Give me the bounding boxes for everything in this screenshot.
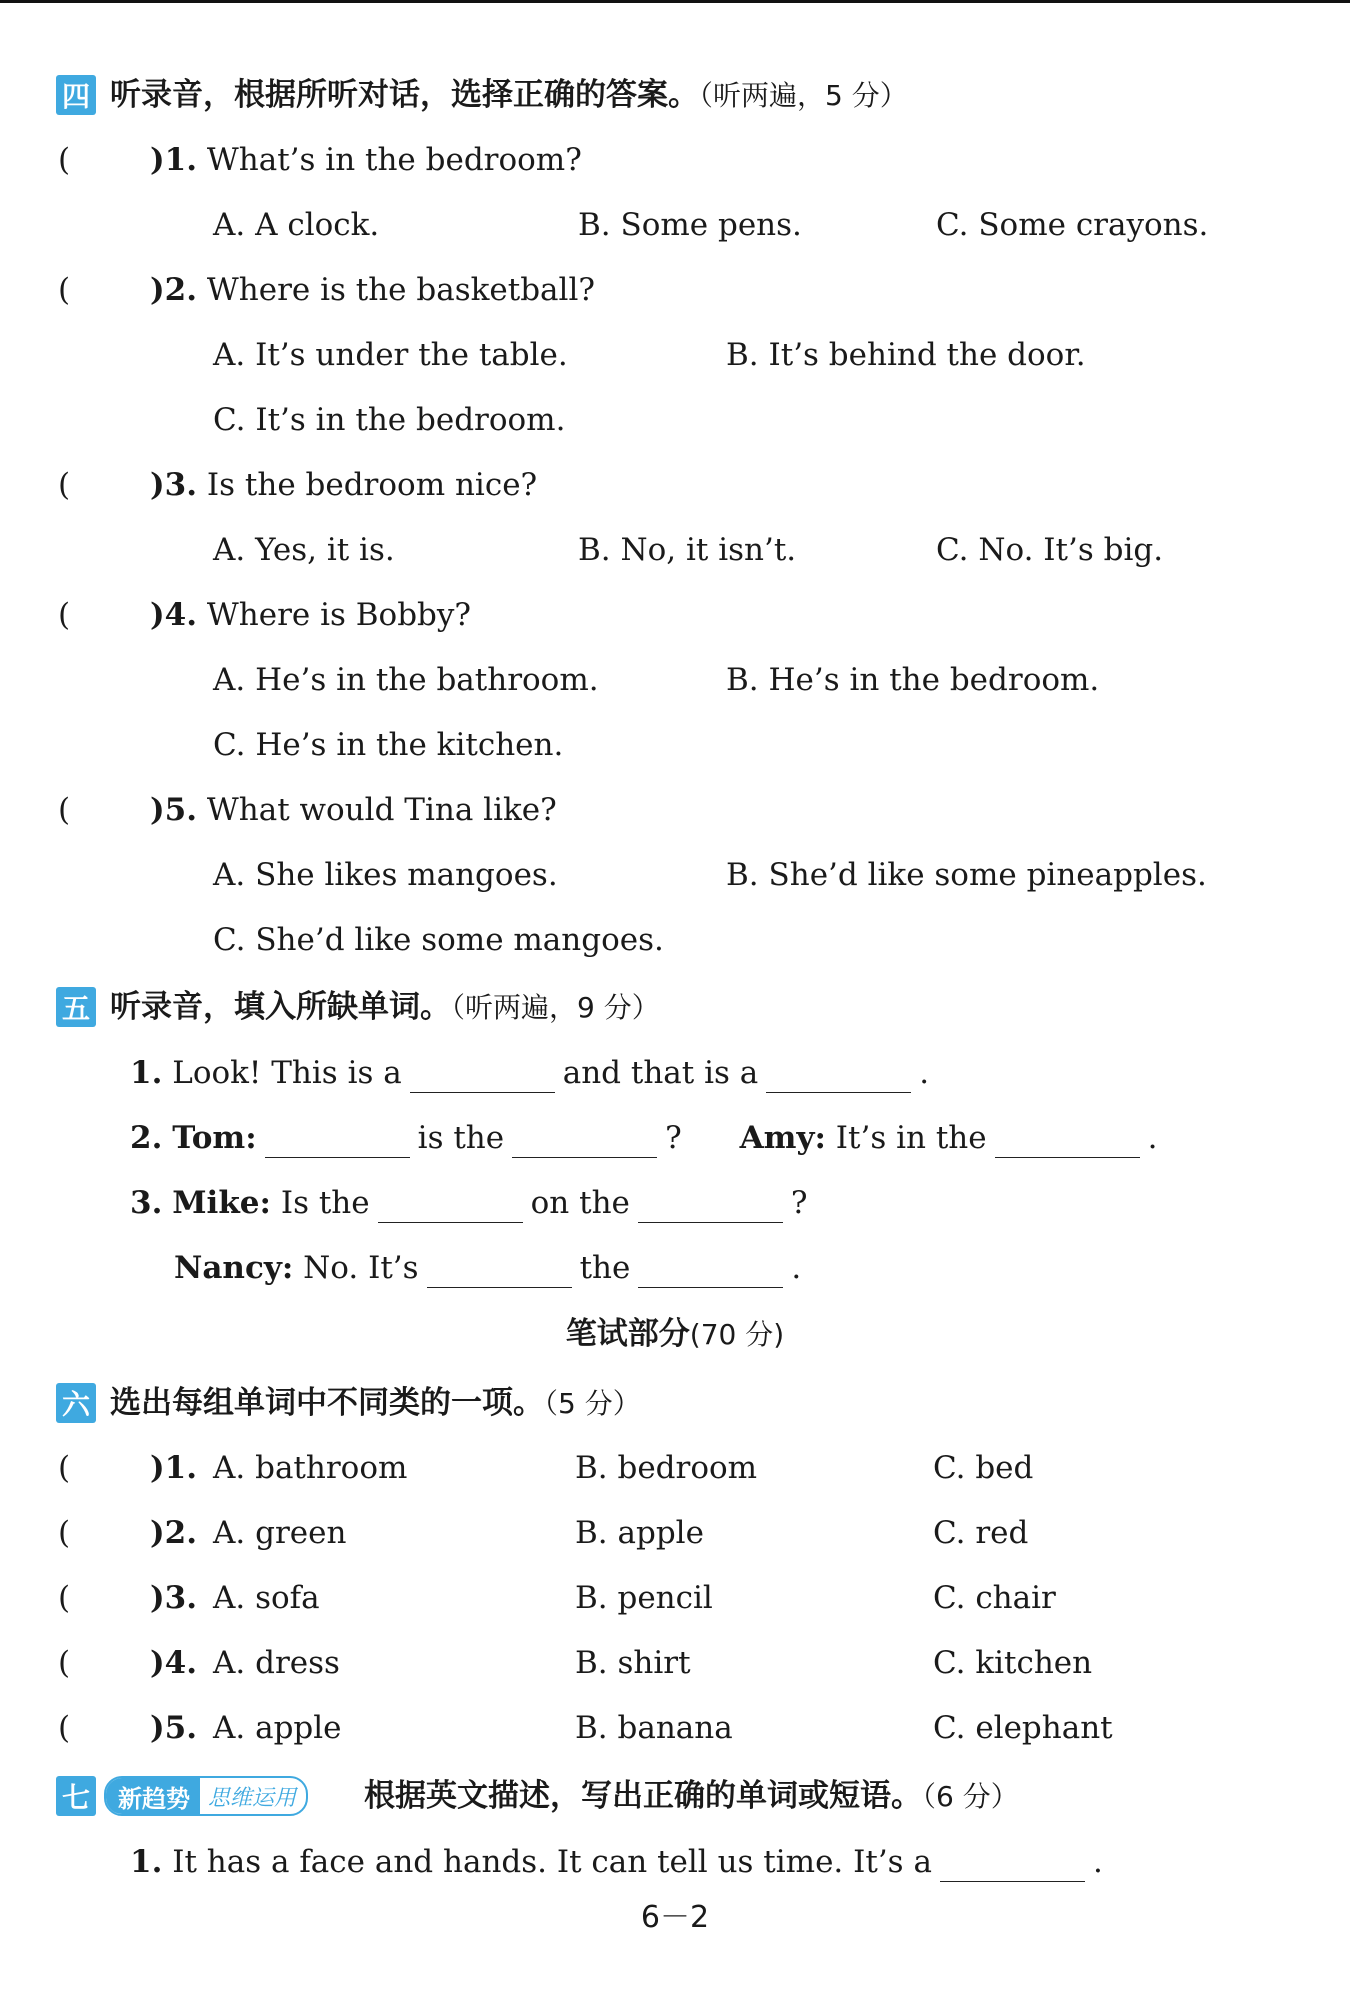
question-number: )5. [150, 792, 198, 828]
option-a: A. Yes, it is. [213, 532, 395, 568]
answer-blank[interactable] [638, 1190, 783, 1223]
section-5-header [110, 987, 660, 1028]
option-c: C. He’s in the kitchen. [213, 727, 564, 763]
fill-line-4 [174, 1248, 801, 1288]
option-c: C. chair [933, 1580, 1056, 1616]
option-b: B. She’d like some pineapples. [726, 857, 1207, 893]
section-4-note: （听两遍，5 分） [699, 79, 908, 112]
item-number: 3. [130, 1185, 163, 1221]
option-b: B. He’s in the bedroom. [726, 662, 1100, 698]
option-a: A. She likes mangoes. [213, 857, 558, 893]
option-a: A. sofa [213, 1580, 320, 1616]
question-5 [150, 790, 557, 830]
question-text: Where is Bobby? [206, 597, 472, 633]
option-b: B. apple [575, 1515, 704, 1551]
speaker: Mike: [172, 1185, 271, 1221]
option-b: B. It’s behind the door. [726, 337, 1086, 373]
text: It has a face and hands. It can tell us time. It’s a [172, 1844, 932, 1880]
written-part-heading [0, 1314, 1350, 1355]
option-b: B. Some pens. [578, 207, 802, 243]
option-c: C. kitchen [933, 1645, 1093, 1681]
text: is the [417, 1120, 505, 1156]
word-row-3 [150, 1578, 197, 1618]
option-c: C. Some crayons. [936, 207, 1209, 243]
answer-paren[interactable]: ( [58, 1645, 71, 1681]
question-number: )1. [150, 142, 198, 178]
option-a: A. dress [213, 1645, 340, 1681]
speaker: Tom: [172, 1120, 257, 1156]
answer-blank[interactable] [427, 1255, 572, 1288]
text: No. It’s [303, 1250, 419, 1286]
section-6-header [110, 1383, 641, 1424]
section-5-note: （听两遍，9 分） [451, 991, 660, 1024]
text: Is the [280, 1185, 370, 1221]
item-number: 1. [130, 1055, 163, 1091]
answer-blank[interactable] [995, 1125, 1140, 1158]
trend-badge [104, 1776, 308, 1816]
option-c: C. elephant [933, 1710, 1113, 1746]
question-number: )4. [150, 1645, 198, 1681]
word-row-4 [150, 1643, 197, 1683]
option-a: A. green [213, 1515, 347, 1551]
answer-paren[interactable]: ( [58, 142, 71, 178]
text: ? [665, 1120, 682, 1156]
section-5-icon: 五 [56, 987, 96, 1027]
question-3 [150, 465, 537, 505]
option-b: B. pencil [575, 1580, 713, 1616]
written-part-score: (70 分) [689, 1318, 785, 1351]
question-number: )3. [150, 467, 198, 503]
option-b: B. shirt [575, 1645, 691, 1681]
item-number: 2. [130, 1120, 163, 1156]
answer-blank[interactable] [265, 1125, 410, 1158]
answer-blank[interactable] [766, 1060, 911, 1093]
question-number: )2. [150, 1515, 198, 1551]
option-c: C. She’d like some mangoes. [213, 922, 664, 958]
section-5-title: 听录音，填入所缺单词。 [110, 989, 451, 1025]
answer-paren[interactable]: ( [58, 792, 71, 828]
text: Look! This is a [172, 1055, 402, 1091]
answer-paren[interactable]: ( [58, 1515, 71, 1551]
answer-blank[interactable] [378, 1190, 523, 1223]
option-b: B. banana [575, 1710, 733, 1746]
trend-badge-label: 新趋势 [106, 1778, 200, 1814]
answer-paren[interactable]: ( [58, 272, 71, 308]
option-c: C. It’s in the bedroom. [213, 402, 566, 438]
section-4-icon: 四 [56, 75, 96, 115]
section-6-icon: 六 [56, 1383, 96, 1423]
question-text: What’s in the bedroom? [206, 142, 582, 178]
fill-line-1 [130, 1053, 929, 1093]
fill-line-2 [130, 1118, 1157, 1158]
option-a: A. bathroom [213, 1450, 408, 1486]
written-part-title: 笔试部分 [565, 1316, 690, 1352]
word-row-5 [150, 1708, 197, 1748]
question-number: )3. [150, 1580, 198, 1616]
option-a: A. apple [213, 1710, 342, 1746]
text: . [919, 1055, 930, 1091]
text: and that is a [562, 1055, 759, 1091]
answer-paren[interactable]: ( [58, 1710, 71, 1746]
text: . [1147, 1120, 1158, 1156]
speaker: Nancy: [174, 1250, 294, 1286]
answer-blank[interactable] [512, 1125, 657, 1158]
question-number: )1. [150, 1450, 198, 1486]
question-text: Is the bedroom nice? [206, 467, 538, 503]
question-number: )5. [150, 1710, 198, 1746]
question-text: Where is the basketball? [206, 272, 595, 308]
text: on the [530, 1185, 630, 1221]
section-4-header [110, 75, 908, 116]
question-number: )4. [150, 597, 198, 633]
section-7-icon: 七 [56, 1776, 96, 1816]
answer-paren[interactable]: ( [58, 1580, 71, 1616]
option-a: A. A clock. [213, 207, 380, 243]
answer-paren[interactable]: ( [58, 1450, 71, 1486]
page-number: 6－2 [640, 1900, 710, 1935]
word-row-1 [150, 1448, 197, 1488]
text: the [579, 1250, 631, 1286]
speaker: Amy: [739, 1120, 826, 1156]
text: ? [790, 1185, 808, 1221]
question-2 [150, 270, 595, 310]
option-b: B. No, it isn’t. [578, 532, 797, 568]
answer-blank[interactable] [410, 1060, 555, 1093]
option-c: C. No. It’s big. [936, 532, 1164, 568]
answer-paren[interactable]: ( [58, 597, 71, 633]
section-7-note: （6 分） [922, 1780, 1019, 1813]
text: . [791, 1250, 802, 1286]
text: . [1092, 1844, 1103, 1880]
option-c: C. red [933, 1515, 1029, 1551]
trend-badge-tag: 思维运用 [208, 1785, 297, 1811]
text: It’s in the [835, 1120, 987, 1156]
option-c: C. bed [933, 1450, 1034, 1486]
section-6-title: 选出每组单词中不同类的一项。 [110, 1385, 544, 1421]
top-border [0, 0, 1350, 3]
word-row-2 [150, 1513, 197, 1553]
section-7-title: 根据英文描述，写出正确的单词或短语。 [364, 1778, 922, 1814]
describe-question-1 [130, 1842, 1103, 1882]
section-6-note: （5 分） [544, 1387, 641, 1420]
answer-paren[interactable]: ( [58, 467, 71, 503]
question-number: )2. [150, 272, 198, 308]
question-1 [150, 140, 582, 180]
item-number: 1. [130, 1844, 163, 1880]
answer-blank[interactable] [638, 1255, 783, 1288]
option-a: A. It’s under the table. [213, 337, 568, 373]
option-b: B. bedroom [575, 1450, 758, 1486]
section-7-header [364, 1776, 1019, 1817]
section-4-title: 听录音，根据所听对话，选择正确的答案。 [110, 77, 699, 113]
question-text: What would Tina like? [206, 792, 557, 828]
question-4 [150, 595, 471, 635]
fill-line-3 [130, 1183, 808, 1223]
option-a: A. He’s in the bathroom. [213, 662, 599, 698]
answer-blank[interactable] [940, 1849, 1085, 1882]
